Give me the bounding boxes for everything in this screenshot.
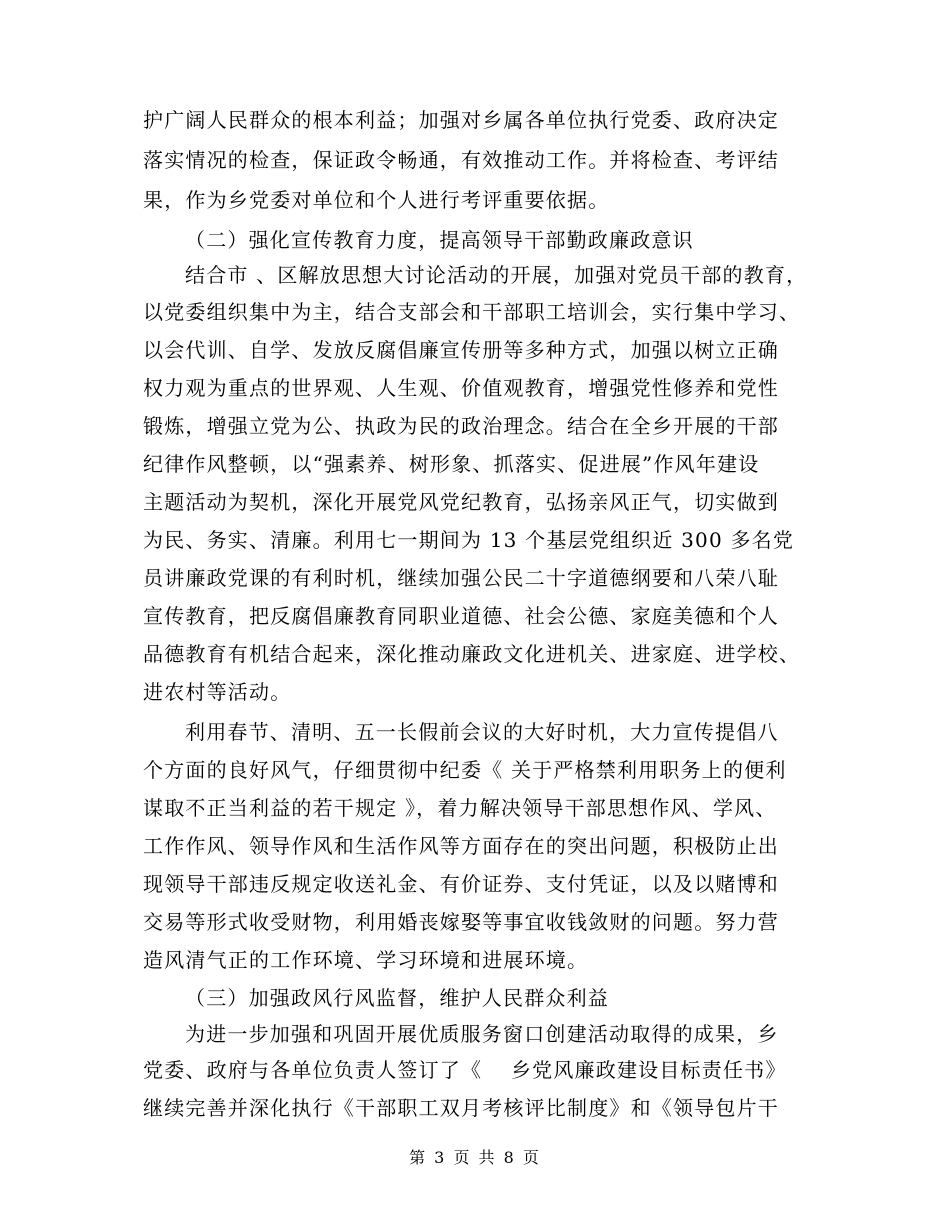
paragraph-line: 护广阔人民群众的根本利益；加强对乡属各单位执行党委、政府决定 xyxy=(143,108,779,132)
page-number-footer: 第 3 页 共 8 页 xyxy=(409,1148,541,1167)
paragraph-line: 谋取不正当利益的若干规定 》，着力解决领导干部思想作风、学风、 xyxy=(143,796,777,820)
section-heading: （二）强化宣传教育力度，提高领导干部勤政廉政意识 xyxy=(185,228,694,252)
paragraph-line: 纪律作风整顿，以“强素养、树形象、抓落实、促进展”作风年建设 xyxy=(143,452,760,476)
paragraph-line: 主题活动为契机，深化开展党风党纪教育，弘扬亲风正气，切实做到 xyxy=(143,490,779,514)
paragraph-line: 为民、务实、清廉。利用七一期间为 13 个基层党组织近 300 多名党 xyxy=(143,528,795,552)
paragraph-line: 以会代训、自学、发放反腐倡廉宣传册等多种方式，加强以树立正确 xyxy=(143,338,779,362)
paragraph-line: 品德教育有机结合起来，深化推动廉政文化进机关、进家庭、进学校、 xyxy=(143,642,801,666)
paragraph-line: 落实情况的检查，保证政令畅通，有效推动工作。并将检查、考评结 xyxy=(143,148,779,172)
paragraph-line: 为进一步加强和巩固开展优质服务窗口创建活动取得的成果，乡 xyxy=(185,1022,779,1046)
paragraph-line: 员讲廉政党课的有利时机，继续加强公民二十字道德纲要和八荣八耻 xyxy=(143,566,779,590)
paragraph-line: 权力观为重点的世界观、人生观、价值观教育，增强党性修养和党性 xyxy=(143,376,779,400)
paragraph-line: 党委、政府与各单位负责人签订了《 乡党风廉政建设目标责任书》 xyxy=(143,1058,787,1082)
paragraph-line: 结合市 、区解放思想大讨论活动的开展，加强对党员干部的教育， xyxy=(185,263,808,287)
paragraph-line: 锻炼，增强立党为公、执政为民的政治理念。结合在全乡开展的干部 xyxy=(143,414,779,438)
section-heading: （三）加强政风行风监督，维护人民群众利益 xyxy=(185,986,609,1010)
paragraph-line: 造风清气正的工作环境、学习环境和进展环境。 xyxy=(143,948,589,972)
paragraph-line: 工作作风、领导作风和生活作风等方面存在的突出问题，积极防止出 xyxy=(143,834,779,858)
paragraph-line: 以党委组织集中为主，结合支部会和干部职工培训会，实行集中学习、 xyxy=(143,300,801,324)
paragraph-line: 利用春节、清明、五一长假前会议的大好时机，大力宣传提倡八 xyxy=(185,720,779,744)
paragraph-line: 宣传教育，把反腐倡廉教育同职业道德、社会公德、家庭美德和个人 xyxy=(143,604,779,628)
paragraph-line: 现领导干部违反规定收送礼金、有价证券、支付凭证，以及以赌博和 xyxy=(143,872,779,896)
paragraph-line: 交易等形式收受财物，利用婚丧嫁娶等事宜收钱敛财的问题。努力营 xyxy=(143,910,779,934)
paragraph-line: 个方面的良好风气，仔细贯彻中纪委《 关于严格禁利用职务上的便利 xyxy=(143,758,787,782)
paragraph-line: 继续完善并深化执行《干部职工双月考核评比制度》和《领导包片干 xyxy=(143,1096,779,1120)
paragraph-line: 进农村等活动。 xyxy=(143,680,292,704)
paragraph-line: 果，作为乡党委对单位和个人进行考评重要依据。 xyxy=(143,188,610,212)
